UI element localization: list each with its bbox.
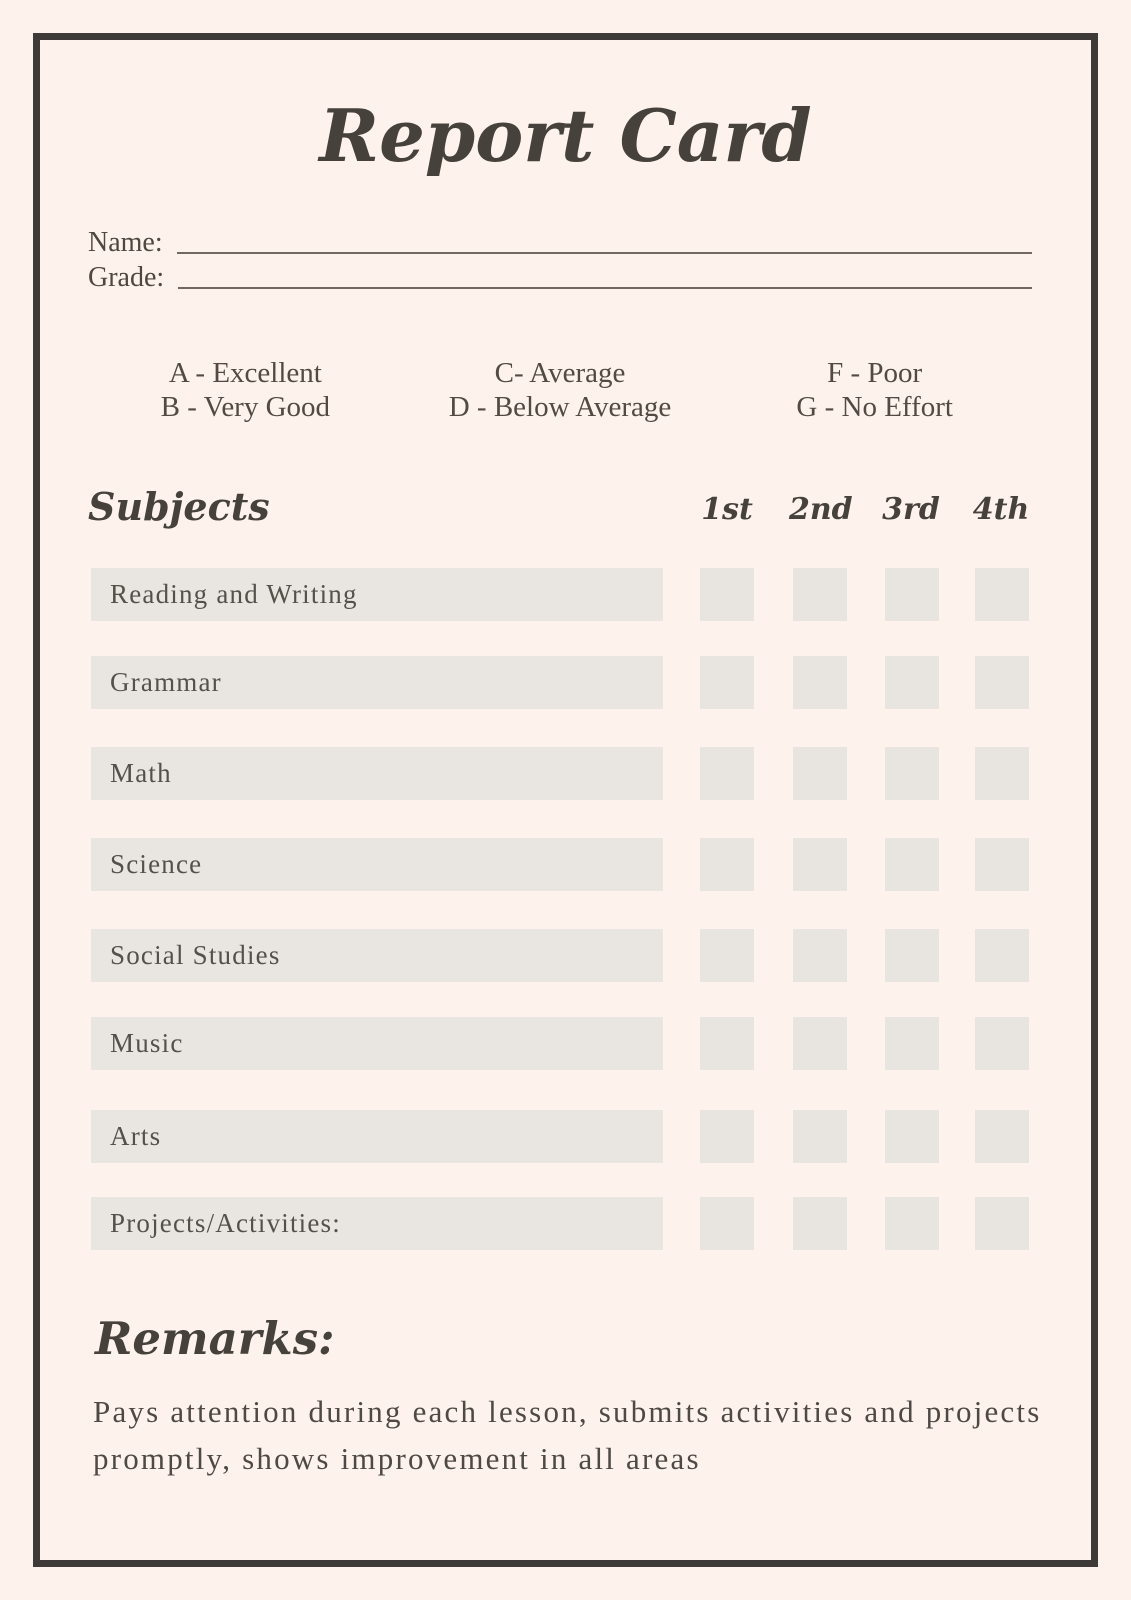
name-field-row [88, 226, 1032, 259]
legend-item-a: A - Excellent [168, 357, 322, 389]
table-row [0, 1110, 1131, 1163]
table-row [0, 747, 1131, 800]
grade-cell[interactable] [793, 568, 847, 621]
table-row [0, 1017, 1131, 1070]
quarter-header-4th: 4th [972, 492, 1030, 527]
grade-cell[interactable] [700, 656, 754, 709]
table-row [0, 1197, 1131, 1250]
legend-column-3 [717, 356, 1032, 424]
grade-cell[interactable] [700, 568, 754, 621]
quarter-header-3rd: 3rd [882, 492, 940, 527]
grade-cell[interactable] [793, 838, 847, 891]
grade-cell[interactable] [975, 568, 1029, 621]
legend-column-2 [403, 356, 718, 424]
grade-cell[interactable] [975, 1110, 1029, 1163]
grade-field-row [88, 261, 1032, 294]
grade-input-line[interactable] [178, 261, 1032, 289]
subject-label: Science [110, 849, 203, 879]
grade-cell[interactable] [975, 929, 1029, 982]
grade-cell[interactable] [885, 1110, 939, 1163]
grade-cell[interactable] [793, 1197, 847, 1250]
grade-cell[interactable] [885, 929, 939, 982]
grade-cell[interactable] [793, 747, 847, 800]
subject-label: Music [110, 1028, 184, 1058]
subject-label: Arts [110, 1121, 162, 1151]
subject-bar [91, 1017, 663, 1070]
legend-item-f: F - Poor [827, 357, 923, 389]
subject-bar [91, 1110, 663, 1163]
subject-bar [91, 1197, 663, 1250]
quarter-header-2nd: 2nd [789, 492, 853, 527]
grade-cell[interactable] [975, 1017, 1029, 1070]
subject-bar [91, 929, 663, 982]
grade-cell[interactable] [700, 1017, 754, 1070]
subject-bar [91, 568, 663, 621]
table-row [0, 838, 1131, 891]
grade-cell[interactable] [793, 656, 847, 709]
grade-cell[interactable] [700, 1197, 754, 1250]
grade-cell[interactable] [793, 1017, 847, 1070]
legend-item-c: C- Average [494, 357, 626, 389]
remarks-text: Pays attention during each lesson, submits activities and projects promptly, shows improvement in all areas [93, 1394, 1042, 1476]
legend-item-g: G - No Effort [796, 391, 953, 423]
name-input-line[interactable] [177, 226, 1032, 254]
subject-bar [91, 747, 663, 800]
grade-cell[interactable] [885, 747, 939, 800]
grade-cell[interactable] [885, 1017, 939, 1070]
grade-cell[interactable] [885, 838, 939, 891]
table-row [0, 656, 1131, 709]
subject-label: Social Studies [110, 940, 281, 970]
table-row [0, 568, 1131, 621]
quarter-header-1st: 1st [701, 492, 753, 527]
grading-legend [88, 356, 1032, 424]
table-row [0, 929, 1131, 982]
grade-cell[interactable] [793, 929, 847, 982]
grade-cell[interactable] [975, 656, 1029, 709]
grade-cell[interactable] [885, 568, 939, 621]
subject-label: Math [110, 758, 172, 788]
name-label: Name: [88, 227, 163, 258]
subject-label: Reading and Writing [110, 579, 358, 609]
grade-cell[interactable] [885, 656, 939, 709]
grade-cell[interactable] [700, 747, 754, 800]
remarks-heading: Remarks: [95, 1312, 335, 1365]
subject-bar [91, 838, 663, 891]
grade-cell[interactable] [793, 1110, 847, 1163]
grade-cell[interactable] [975, 1197, 1029, 1250]
grade-cell[interactable] [975, 838, 1029, 891]
legend-item-d: D - Below Average [448, 391, 672, 423]
subject-label: Projects/Activities: [110, 1208, 341, 1238]
grade-cell[interactable] [700, 1110, 754, 1163]
grade-cell[interactable] [975, 747, 1029, 800]
grade-cell[interactable] [700, 838, 754, 891]
grade-label: Grade: [88, 262, 165, 293]
subjects-heading: Subjects [88, 484, 270, 529]
legend-item-b: B - Very Good [160, 391, 331, 423]
subject-bar [91, 656, 663, 709]
page-title: Report Card [319, 93, 812, 178]
grade-cell[interactable] [885, 1197, 939, 1250]
legend-column-1 [88, 356, 403, 424]
subject-label: Grammar [110, 667, 222, 697]
grade-cell[interactable] [700, 929, 754, 982]
